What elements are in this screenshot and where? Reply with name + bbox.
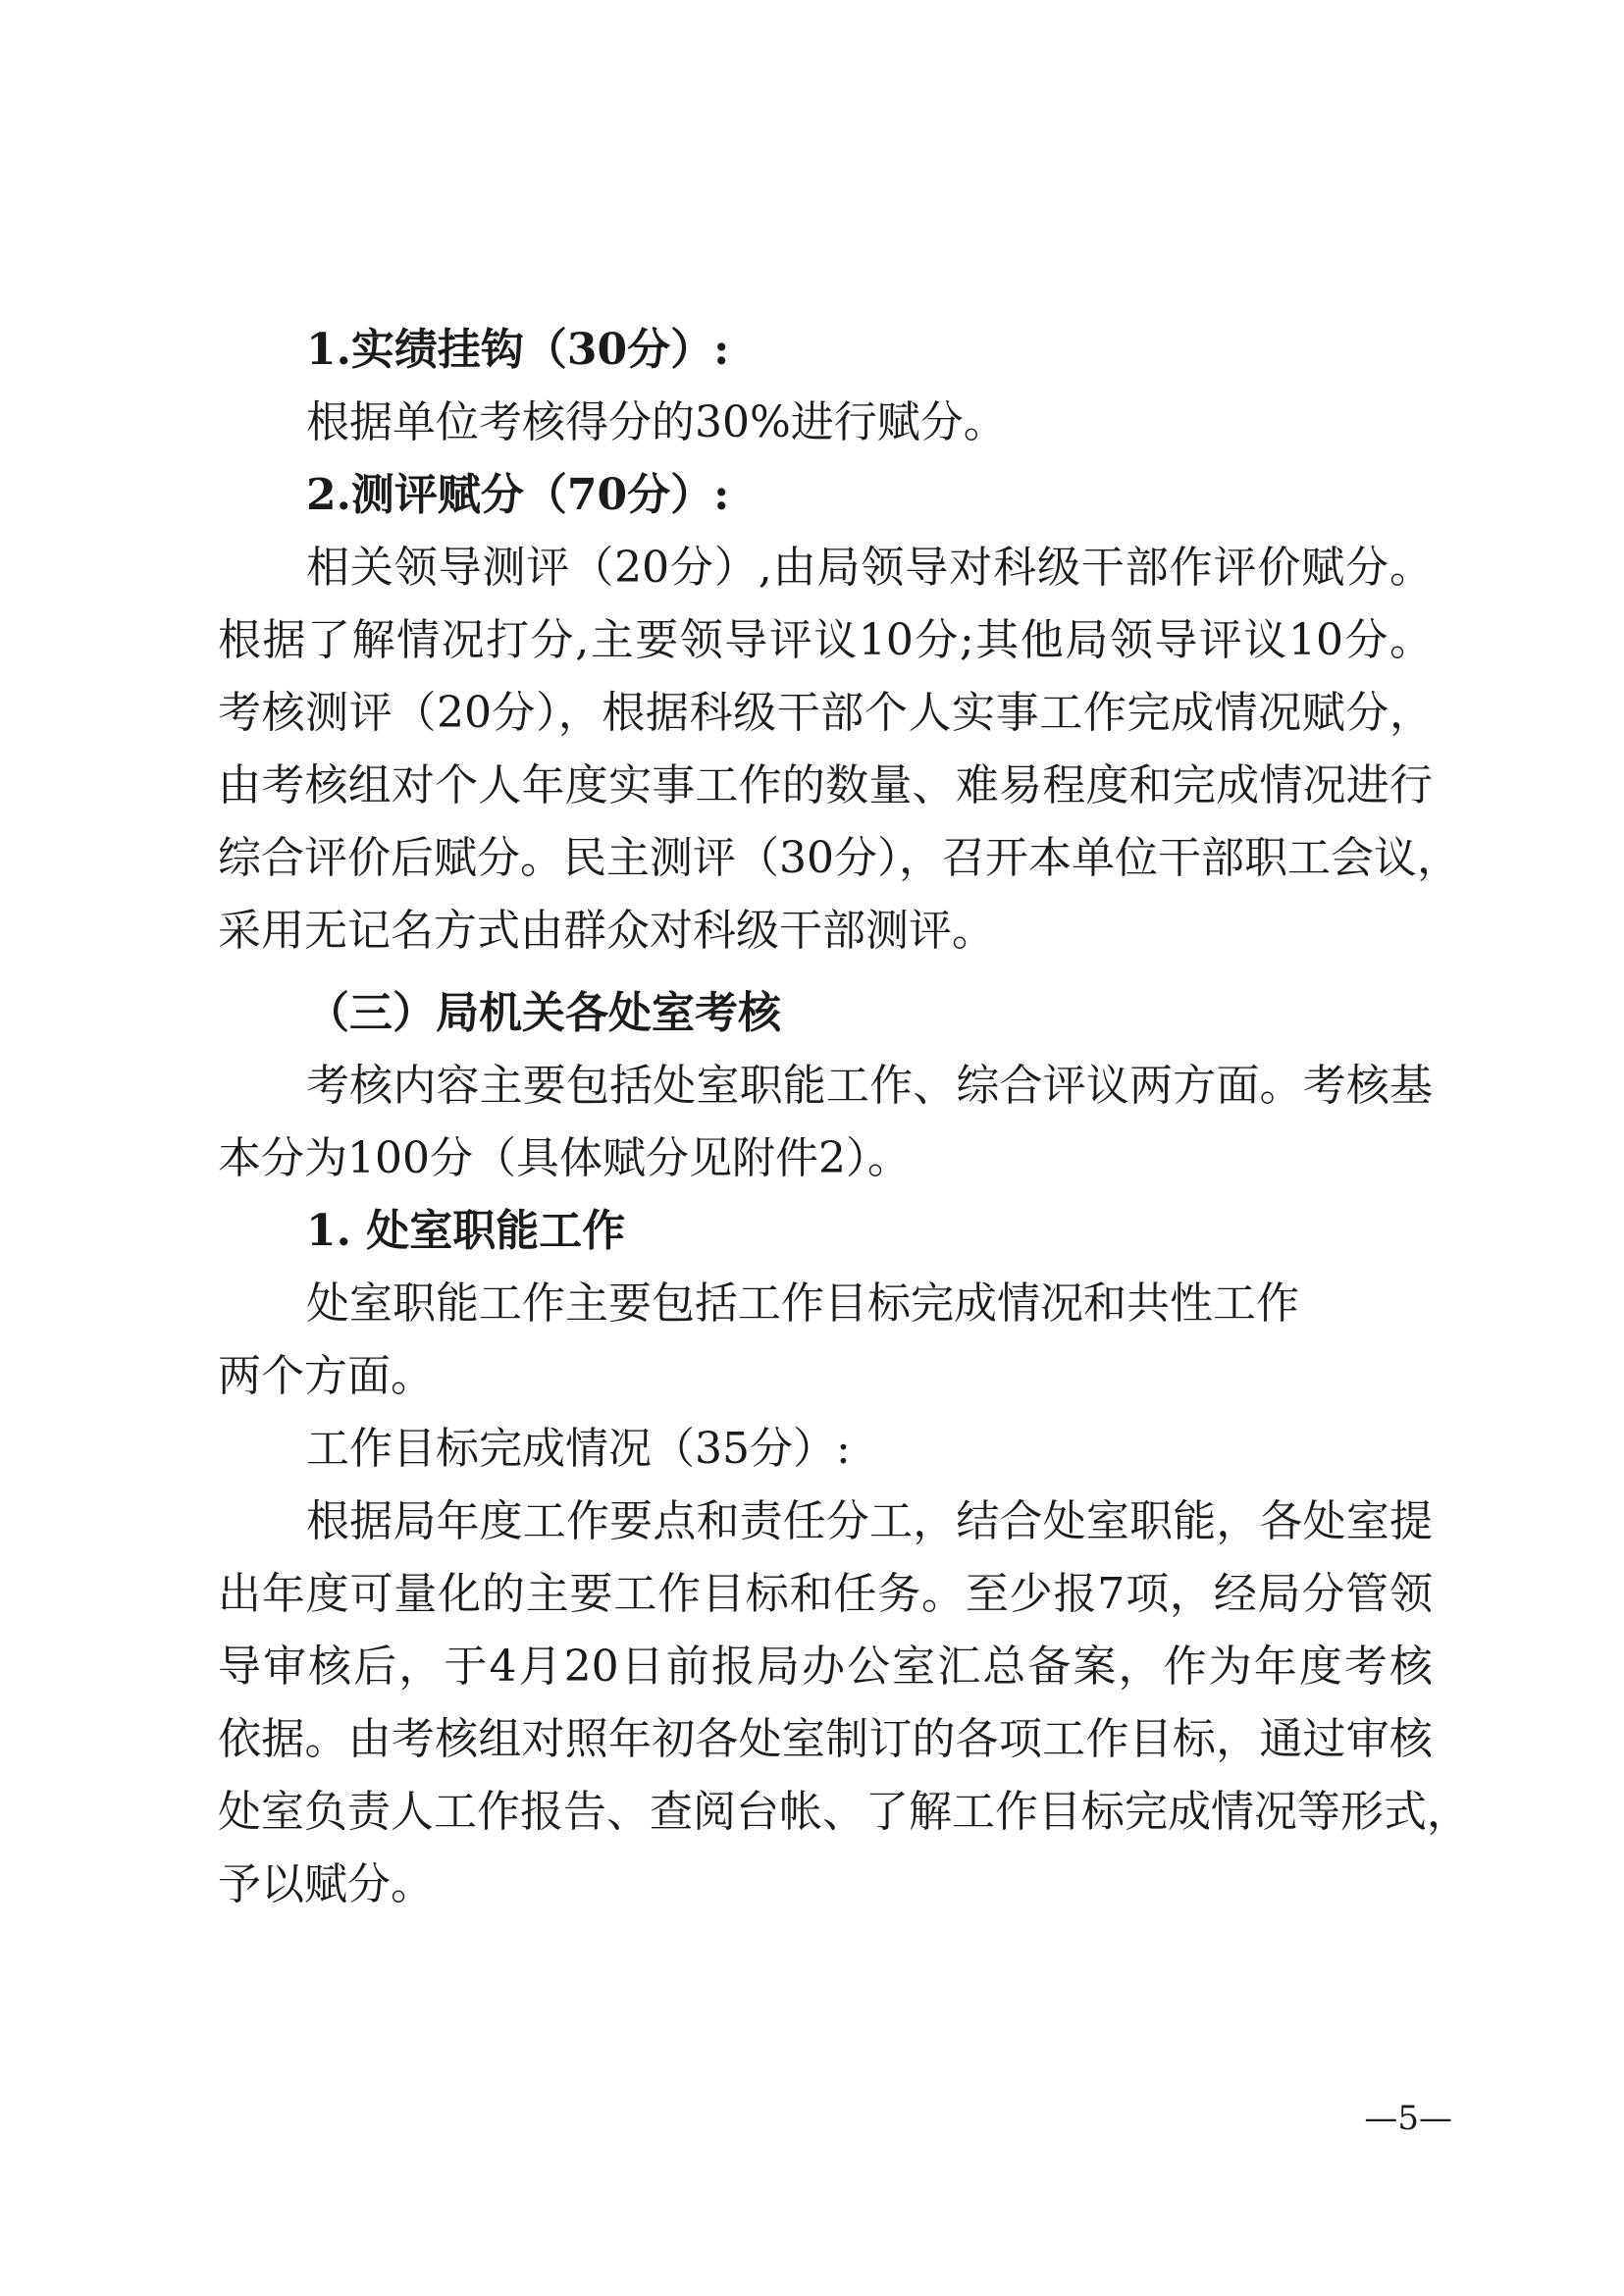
paragraph-line: 相关领导测评（20分）,由局领导对科级干部作评价赋分。 [306, 543, 1433, 593]
paragraph-line: 考核内容主要包括处室职能工作、综合评议两方面。考核基 [306, 1061, 1433, 1111]
page-number: —5— [1364, 2099, 1452, 2138]
paragraph-line: 采用无记名方式由群众对科级干部测评。 [218, 906, 995, 956]
section-heading-office-assessment: （三）局机关各处室考核 [306, 988, 781, 1038]
paragraph-line: 本分为100分（具体赋分见附件2）。 [218, 1133, 911, 1183]
paragraph-line: 两个方面。 [218, 1351, 434, 1401]
paragraph-line: 依据。由考核组对照年初各处室制订的各项工作目标，通过审核 [218, 1714, 1433, 1764]
paragraph-line: 根据单位考核得分的30%进行赋分。 [306, 397, 1007, 447]
heading-evaluation-score: 2.测评赋分（70分）: [306, 470, 730, 520]
paragraph-line: 考核测评（20分），根据科级干部个人实事工作完成情况赋分， [218, 688, 1433, 738]
paragraph-line: 处室职能工作主要包括工作目标完成情况和共性工作 [306, 1278, 1299, 1329]
paragraph-line: 予以赋分。 [218, 1859, 434, 1909]
paragraph-line: 由考核组对个人年度实事工作的数量、难易程度和完成情况进行 [218, 760, 1433, 810]
paragraph-line: 根据了解情况打分,主要领导评议10分;其他局领导评议10分。 [218, 615, 1433, 665]
paragraph-line: 出年度可量化的主要工作目标和任务。至少报7项，经局分管领 [218, 1569, 1433, 1619]
heading-office-functional-work: 1. 处室职能工作 [306, 1206, 626, 1256]
subheading-goal-completion: 工作目标完成情况（35分）: [306, 1424, 851, 1474]
paragraph-line: 导审核后，于4月20日前报局办公室汇总备案，作为年度考核 [218, 1642, 1433, 1692]
paragraph-line: 处室负责人工作报告、查阅台帐、了解工作目标完成情况等形式， [218, 1787, 1470, 1837]
paragraph-line: 综合评价后赋分。民主测评（30分），召开本单位干部职工会议， [218, 833, 1460, 883]
paragraph-line: 根据局年度工作要点和责任分工，结合处室职能，各处室提 [306, 1496, 1433, 1546]
heading-performance-link: 1.实绩挂钩（30分）: [306, 325, 730, 375]
